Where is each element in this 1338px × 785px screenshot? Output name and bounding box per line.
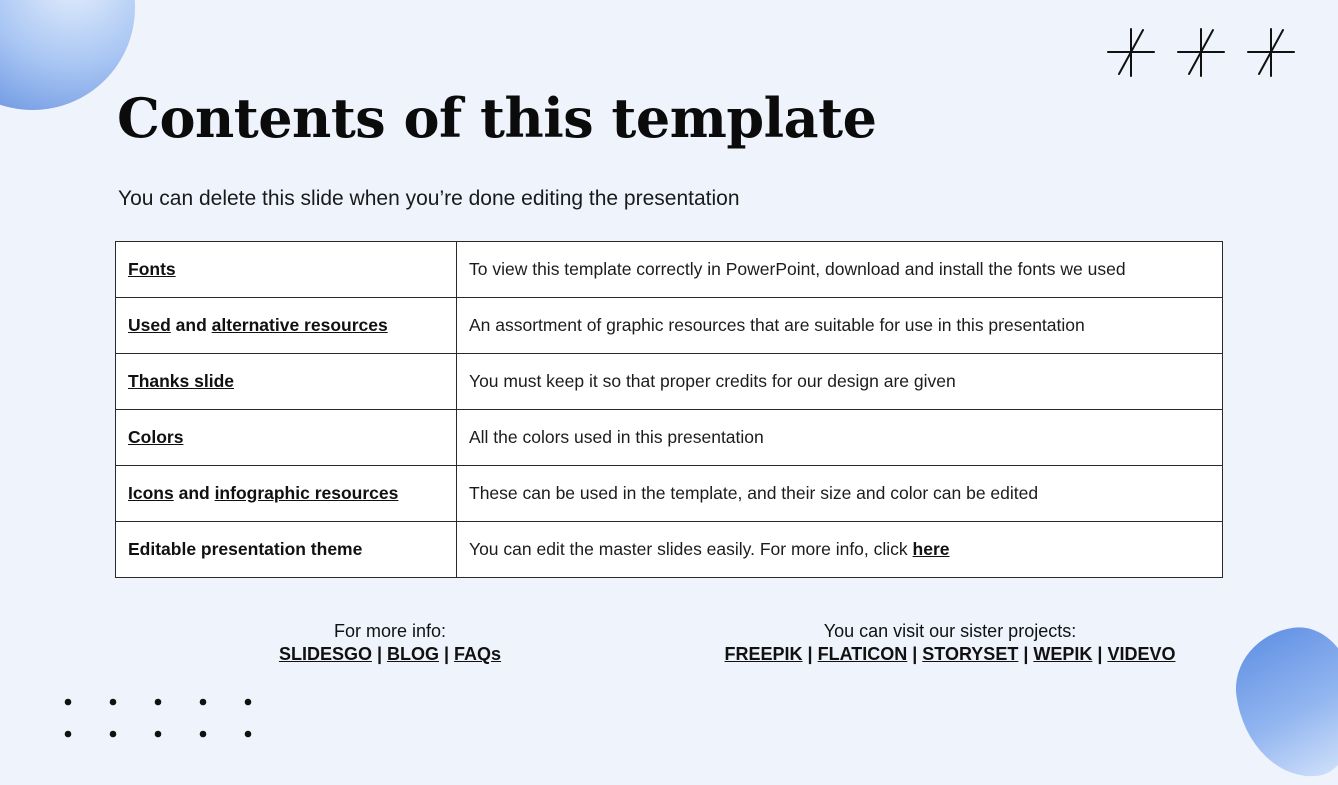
table-row	[116, 354, 1223, 410]
resource-description-cell	[457, 298, 1223, 354]
resource-description-cell	[457, 522, 1223, 578]
resource-description-cell	[457, 242, 1223, 298]
link-separator: |	[1092, 644, 1108, 664]
sparkle-icon	[1108, 29, 1154, 76]
resource-description: You can edit the master slides easily. For more info, click	[469, 539, 913, 559]
resource-link[interactable]: Colors	[128, 427, 184, 447]
sister-projects-label: You can visit our sister projects:	[823, 621, 1077, 641]
sister-projects-links	[690, 643, 1210, 666]
sparkle-icon	[1178, 29, 1224, 76]
table-row	[116, 298, 1223, 354]
decorative-blob-top-left	[0, 0, 135, 110]
contents-table	[115, 241, 1223, 578]
more-info-links	[240, 643, 540, 666]
resource-link[interactable]: Used	[128, 315, 171, 335]
resource-description: An assortment of graphic resources that are suitable for use in this presentation	[469, 315, 1085, 335]
resource-description-cell	[457, 466, 1223, 522]
sparkle-decoration	[1100, 24, 1305, 84]
footer-more-info	[240, 620, 540, 666]
here-link[interactable]: here	[912, 539, 950, 559]
sister-link-flaticon[interactable]: FLATICON	[817, 644, 908, 664]
resource-label-cell	[116, 242, 457, 298]
sparkle-icon	[1248, 29, 1294, 76]
resource-link[interactable]: Thanks slide	[128, 371, 235, 391]
footer-sister-projects	[690, 620, 1210, 666]
resource-link[interactable]: Icons	[128, 483, 174, 503]
resource-label-text: and	[173, 483, 215, 503]
resource-description-cell	[457, 354, 1223, 410]
resource-link[interactable]: alternative resources	[211, 315, 388, 335]
footer-link-faqs[interactable]: FAQs	[454, 644, 502, 664]
subtitle: You can delete this slide when you’re done editing the presentation	[118, 187, 740, 210]
page-title: Contents of this template	[117, 86, 877, 150]
more-info-label: For more info:	[333, 621, 447, 641]
sister-link-videvo[interactable]: VIDEVO	[1107, 644, 1176, 664]
resource-description: To view this template correctly in PowerPoint, download and install the fonts we used	[469, 259, 1126, 279]
resource-description: These can be used in the template, and their size and color can be edited	[469, 483, 1039, 503]
link-separator: |	[802, 644, 818, 664]
resource-label-cell	[116, 466, 457, 522]
resource-link[interactable]: Fonts	[128, 259, 176, 279]
resource-link[interactable]: infographic resources	[214, 483, 399, 503]
link-separator: |	[907, 644, 923, 664]
sister-link-storyset[interactable]: STORYSET	[922, 644, 1019, 664]
resource-label-cell	[116, 354, 457, 410]
resource-description: All the colors used in this presentation	[469, 427, 764, 447]
link-separator: |	[1018, 644, 1034, 664]
footer-link-blog[interactable]: BLOG	[387, 644, 439, 664]
dots-grid	[60, 692, 260, 742]
resource-label-cell	[116, 298, 457, 354]
link-separator: |	[371, 644, 387, 664]
resource-label-text: and	[170, 315, 212, 335]
table-row	[116, 522, 1223, 578]
table-row	[116, 466, 1223, 522]
sister-link-freepik[interactable]: FREEPIK	[724, 644, 803, 664]
resource-label-text: Editable presentation theme	[128, 539, 363, 559]
table-row	[116, 242, 1223, 298]
resource-description-cell	[457, 410, 1223, 466]
link-separator: |	[439, 644, 455, 664]
resource-label-cell	[116, 522, 457, 578]
sister-link-wepik[interactable]: WEPIK	[1033, 644, 1093, 664]
footer-link-slidesgo[interactable]: SLIDESGO	[278, 644, 372, 664]
resource-description: You must keep it so that proper credits for our design are given	[469, 371, 956, 391]
decorative-blob-bottom-right	[1228, 621, 1338, 785]
table-row	[116, 410, 1223, 466]
resource-label-cell	[116, 410, 457, 466]
